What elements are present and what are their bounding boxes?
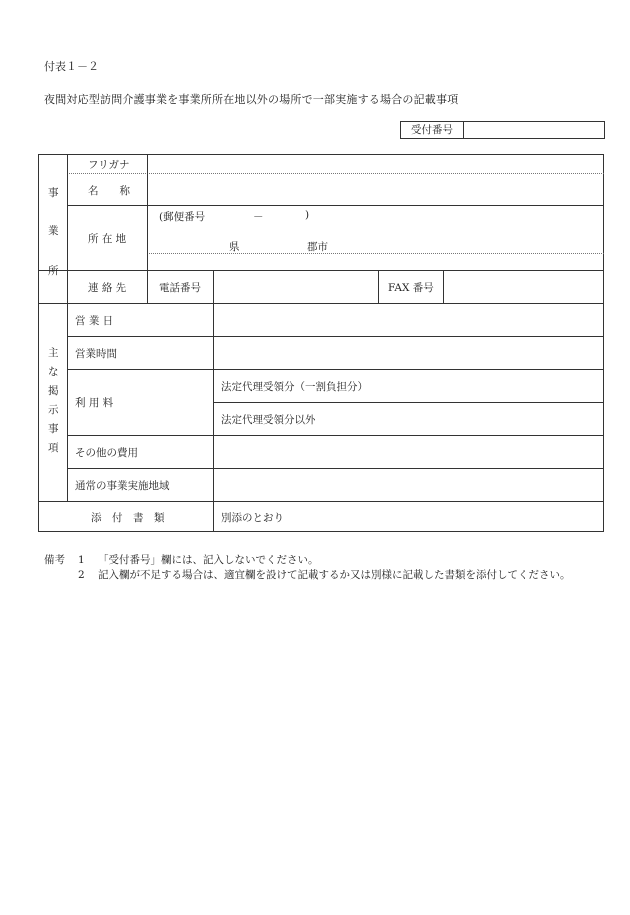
service-area-field[interactable] bbox=[214, 469, 603, 500]
district-label: 郡市 bbox=[307, 241, 328, 253]
remark-number: 1 bbox=[78, 554, 85, 566]
attachments-value: 別添のとおり bbox=[221, 512, 284, 524]
form-reference: 付表１－２ bbox=[44, 60, 99, 73]
phone-field[interactable] bbox=[214, 271, 377, 302]
main-items-char: 掲 bbox=[48, 385, 59, 397]
postal-code-close: ) bbox=[305, 209, 310, 221]
main-items-section-label bbox=[39, 303, 69, 501]
fax-field[interactable] bbox=[444, 271, 603, 302]
main-items-char: な bbox=[48, 366, 59, 378]
fee-label: 利 用 料 bbox=[75, 397, 114, 409]
attachments-label: 添 付 書 類 bbox=[91, 512, 165, 524]
form-title: 夜間対応型訪問介護事業を事業所所在地以外の場所で一部実施する場合の記載事項 bbox=[44, 93, 459, 106]
contact-label: 連 絡 先 bbox=[88, 282, 127, 294]
remark-number: 2 bbox=[78, 569, 85, 581]
reception-number-box bbox=[400, 121, 605, 139]
remark-item bbox=[44, 553, 571, 568]
main-items-char: 主 bbox=[48, 347, 59, 359]
furigana-label: フリガナ bbox=[88, 159, 130, 171]
remark-item bbox=[44, 568, 571, 583]
office-section-char: 所 bbox=[48, 265, 59, 277]
business-days-field[interactable] bbox=[214, 304, 603, 335]
other-costs-label: その他の費用 bbox=[75, 447, 138, 459]
main-items-char: 項 bbox=[48, 442, 59, 454]
main-items-char: 事 bbox=[48, 423, 59, 435]
remarks-heading: 備考 bbox=[44, 554, 65, 566]
remark-text: 「受付番号」欄には、記入しないでください。 bbox=[98, 554, 319, 566]
fax-label: FAX 番号 bbox=[388, 282, 434, 294]
phone-label: 電話番号 bbox=[159, 282, 201, 294]
registration-form bbox=[38, 154, 604, 532]
office-section-label bbox=[39, 155, 69, 303]
fee-other-label: 法定代理受領分以外 bbox=[221, 414, 316, 426]
service-area-label: 通常の事業実施地域 bbox=[75, 480, 170, 492]
business-hours-label: 営業時間 bbox=[75, 348, 117, 360]
remarks bbox=[44, 553, 571, 583]
postal-code-label: (郵便番号 bbox=[159, 211, 206, 223]
office-section-char: 事 bbox=[48, 187, 59, 199]
reception-number-field[interactable] bbox=[464, 122, 604, 138]
name-label: 名 称 bbox=[88, 185, 130, 197]
business-hours-field[interactable] bbox=[214, 337, 603, 368]
office-section-char: 業 bbox=[48, 225, 59, 237]
name-field[interactable] bbox=[148, 174, 603, 204]
other-costs-field[interactable] bbox=[214, 436, 603, 467]
furigana-field[interactable] bbox=[148, 156, 603, 172]
address-field[interactable] bbox=[148, 206, 603, 252]
postal-code-dash: － bbox=[253, 211, 264, 223]
fee-statutory-proxy-label: 法定代理受領分（一割負担分） bbox=[221, 381, 368, 393]
main-items-char: 示 bbox=[48, 404, 59, 416]
remark-text: 記入欄が不足する場合は、適宜欄を設けて記載するか又は別様に記載した書類を添付してください。 bbox=[98, 569, 571, 581]
reception-number-label: 受付番号 bbox=[401, 122, 464, 138]
business-days-label: 営 業 日 bbox=[75, 315, 114, 327]
address-label: 所 在 地 bbox=[88, 233, 127, 245]
prefecture-label: 県 bbox=[229, 241, 240, 253]
